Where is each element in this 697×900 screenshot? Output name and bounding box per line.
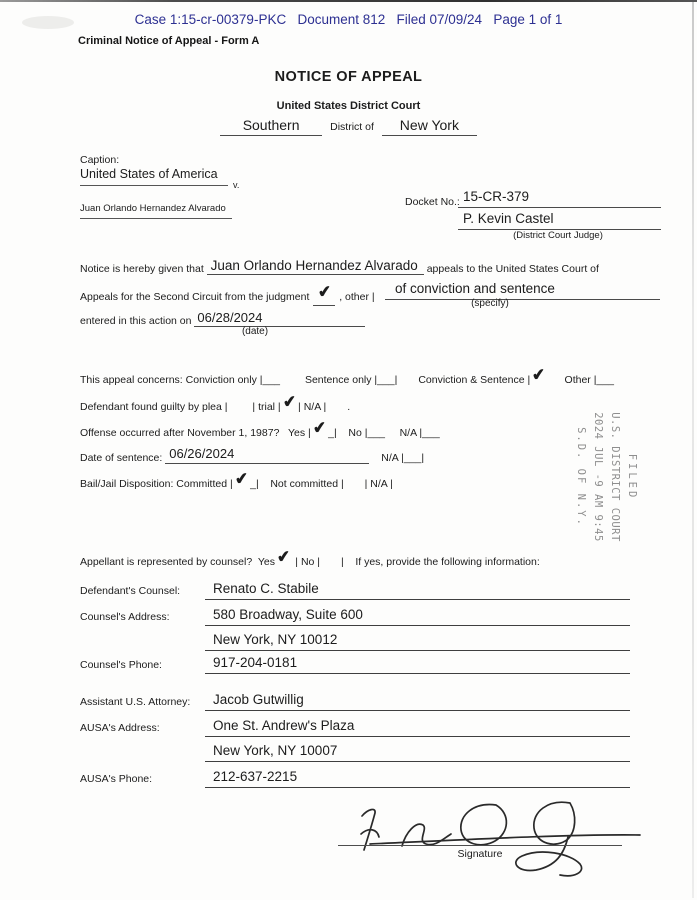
signature-caption: Signature (457, 848, 503, 860)
offense-row (80, 421, 440, 441)
concerns-other-option: Other |___ (564, 374, 614, 386)
specify-caption: (specify) (471, 298, 509, 309)
field-label: Assistant U.S. Attorney: (80, 696, 191, 708)
court-name: United States District Court (276, 100, 421, 112)
bail-label: Bail/Jail Disposition: Committed | (80, 478, 233, 490)
field-label: AUSA's Address: (80, 722, 160, 734)
bail-row (80, 472, 393, 492)
trial-checkmark: ✔ (281, 393, 297, 412)
concerns-checkmark: ✔ (531, 366, 547, 385)
scan-top-edge (0, 0, 697, 2)
district-of-label: District of (330, 121, 374, 133)
counsel-checkmark: ✔ (276, 548, 292, 567)
caption-label: Caption: (80, 154, 120, 166)
concerns-both-option: Conviction & Sentence | (418, 374, 531, 386)
field-label: AUSA's Phone: (80, 773, 153, 785)
guilty-trial-label: | trial | (252, 401, 281, 413)
specify-value: of conviction and sentence (385, 281, 660, 300)
guilty-period: . (347, 401, 351, 413)
field-value: Renato C. Stabile (205, 581, 630, 600)
field-value: 580 Broadway, Suite 600 (205, 607, 630, 626)
entered-date-field: 06/28/2024 (194, 310, 365, 327)
field-row-ausa-name (80, 692, 630, 711)
offense-label: Offense occurred after November 1, 1987? Yes | (80, 427, 311, 439)
notice-line-3 (80, 310, 365, 327)
sentence-na-label: N/A |___| (381, 452, 425, 464)
field-row-counsel-city (80, 632, 630, 651)
docket-label: Docket No.: (405, 196, 460, 208)
district-row (0, 117, 697, 136)
filed-stamp (548, 398, 644, 548)
field-value: 212-637-2215 (205, 769, 630, 788)
case-header: Case 1:15-cr-00379-PKC Document 812 Filed 07/09/24 Page 1 of 1 (134, 12, 563, 27)
bail-na-label: | N/A | (364, 478, 393, 490)
field-label: Counsel's Phone: (80, 659, 162, 671)
offense-checkmark: ✔ (311, 419, 328, 438)
judge-caption: (District Court Judge) (513, 230, 603, 241)
signature-scrawl (318, 792, 648, 877)
field-value: One St. Andrew's Plaza (205, 718, 630, 737)
judgment-check-slot (313, 285, 335, 306)
field-row-counsel-phone (80, 655, 630, 674)
date-of-sentence-row (80, 446, 424, 464)
versus-label: v. (233, 180, 240, 190)
notice-line-1 (80, 258, 599, 275)
stamp-filed-line: FILED (626, 453, 638, 501)
field-label: Counsel's Address: (80, 611, 170, 623)
scan-right-edge (692, 2, 694, 898)
notice-line-2 (80, 285, 375, 306)
judge-name-field: P. Kevin Castel (458, 211, 661, 230)
field-row-counsel-address (80, 607, 630, 626)
sentence-date-label: Date of sentence: (80, 452, 163, 464)
appellant-name-field: Juan Orlando Hernandez Alvarado (207, 258, 424, 275)
counsel-question-label: Appellant is represented by counsel? Yes (80, 556, 275, 568)
judgment-checkmark: ✔ (316, 283, 332, 302)
field-value: New York, NY 10007 (205, 743, 630, 762)
concerns-label: This appeal concerns: Conviction only |___ (80, 374, 281, 386)
counsel-question-row (80, 550, 540, 570)
concerns-sentence-option: Sentence only |___| (304, 374, 398, 386)
guilty-na-label: | N/A | (298, 401, 327, 413)
stamp-district-line: S.D. OF N.Y. (575, 427, 587, 527)
notice-entered-pre: entered in this action on (80, 315, 192, 327)
guilty-plea-label: Defendant found guilty by plea | (80, 401, 228, 413)
notice-judgment-pre: Appeals for the Second Circuit from the judgment (80, 291, 310, 303)
field-value: 917-204-0181 (205, 655, 630, 674)
bail-mid-label: _| Not committed | (250, 478, 344, 490)
counsel-no-label: | No | (295, 556, 321, 568)
notice-other-label: , other | (339, 291, 375, 303)
field-row-defendants-counsel (80, 581, 630, 600)
form-name: Criminal Notice of Appeal - Form A (78, 35, 260, 47)
field-value: Jacob Gutwillig (205, 692, 630, 711)
stamp-date-line: 2024 JUL -9 AM 9:45 (592, 412, 604, 542)
sentence-date-field: 06/26/2024 (165, 446, 369, 464)
form-title: NOTICE OF APPEAL (274, 69, 423, 85)
date-caption: (date) (241, 326, 269, 337)
notice-given-pre: Notice is hereby given that (80, 263, 204, 275)
defendant-name: Juan Orlando Hernandez Alvarado (80, 203, 232, 219)
notice-given-post: appeals to the United States Court of (426, 263, 599, 275)
docket-number-field: 15-CR-379 (458, 189, 661, 208)
guilty-row (80, 395, 350, 415)
offense-options: _| No |___ N/A |___ (328, 427, 440, 439)
district-field: Southern (220, 117, 322, 136)
filed-stamp-text (544, 402, 648, 552)
field-row-ausa-address (80, 718, 630, 737)
field-value: New York, NY 10012 (205, 632, 630, 651)
field-row-ausa-city (80, 743, 630, 762)
bail-checkmark: ✔ (233, 470, 250, 489)
plaintiff-name: United States of America (80, 167, 228, 186)
counsel-ifyes-label: | If yes, provide the following information: (340, 556, 540, 568)
signature-line (338, 845, 622, 846)
field-label: Defendant's Counsel: (80, 585, 181, 597)
appeal-concerns-row (80, 368, 614, 388)
field-row-ausa-phone (80, 769, 630, 788)
state-field: New York (382, 117, 477, 136)
stamp-court-line: U.S. DISTRICT COURT (609, 412, 621, 542)
